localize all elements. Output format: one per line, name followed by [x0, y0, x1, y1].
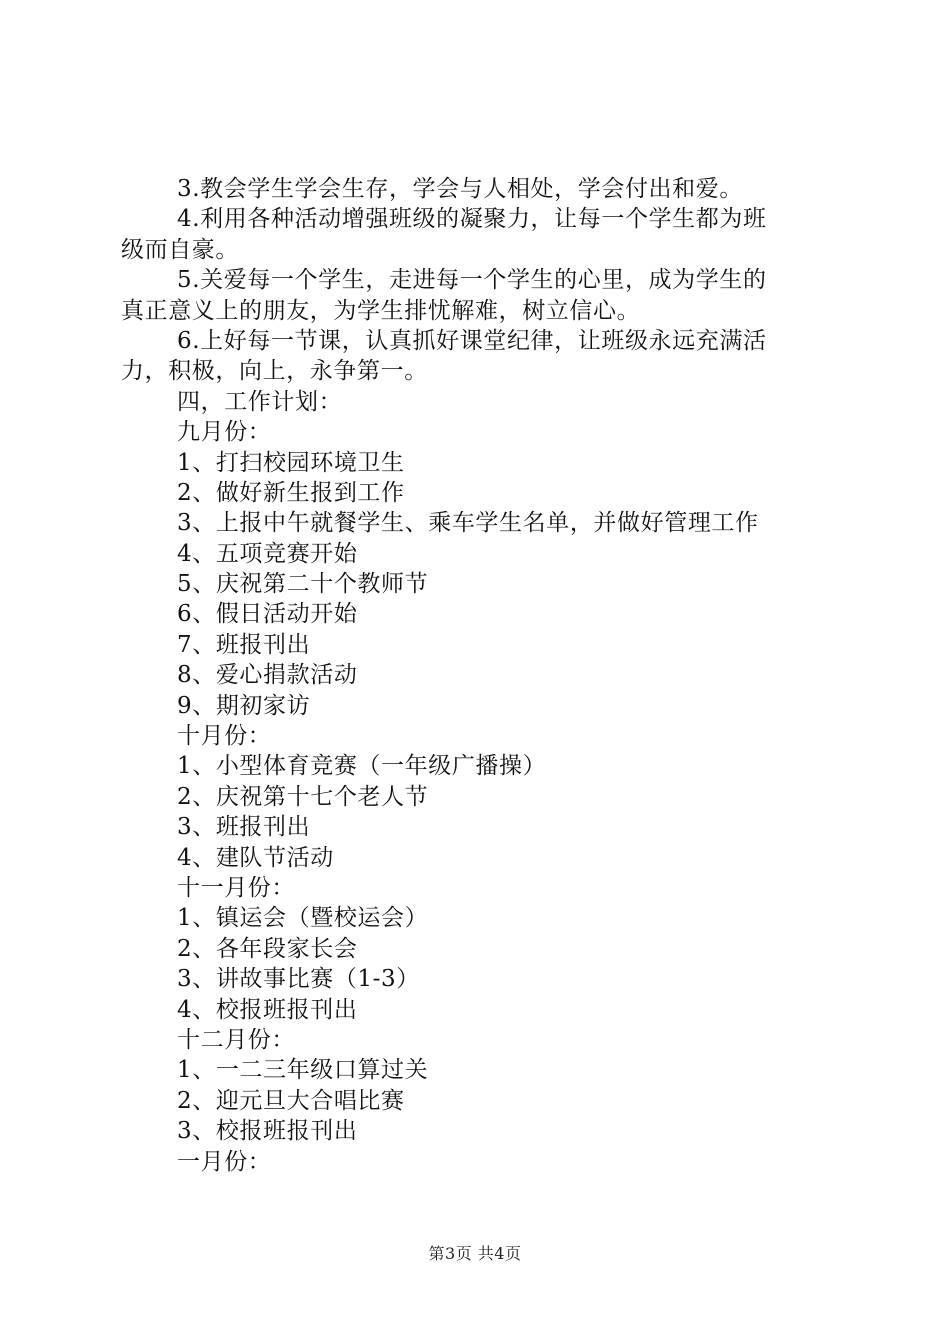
- list-item: 5、庆祝第二十个教师节: [177, 571, 429, 598]
- section-heading: 四，工作计划：: [177, 388, 343, 415]
- list-item: 2、各年段家长会: [177, 935, 358, 962]
- list-item: 4、五项竞赛开始: [177, 540, 358, 567]
- month-title: 一月份：: [177, 1148, 272, 1175]
- list-item: 3、上报中午就餐学生、乘车学生名单，并做好管理工作: [177, 510, 759, 537]
- list-item: 1、小型体育竞赛（一年级广播操）: [177, 753, 547, 780]
- list-item: 2、迎元旦大合唱比赛: [177, 1087, 405, 1114]
- list-item: 2、庆祝第十七个老人节: [177, 783, 429, 810]
- page-footer: 第3页 共4页: [428, 1244, 522, 1263]
- list-item: 4、建队节活动: [177, 844, 334, 871]
- list-item: 8、爱心捐款活动: [177, 662, 358, 689]
- list-item: 7、班报刊出: [177, 631, 311, 658]
- list-item: 3、班报刊出: [177, 814, 311, 841]
- list-item: 6、假日活动开始: [177, 601, 358, 628]
- list-item: 3、校报班报刊出: [177, 1118, 358, 1145]
- paragraph-6-line-1: 6.上好每一节课，认真抓好课堂纪律，让班级永远充满活: [177, 327, 767, 354]
- month-title: 十二月份：: [177, 1026, 295, 1053]
- month-title: 十一月份：: [177, 874, 295, 901]
- paragraph-5-line-1: 5.关爱每一个学生，走进每一个学生的心里，成为学生的: [177, 267, 767, 294]
- document-body: [121, 174, 833, 1177]
- list-item: 2、做好新生报到工作: [177, 479, 405, 506]
- list-item: 1、打扫校园环境卫生: [177, 449, 405, 476]
- list-item: 4、校报班报刊出: [177, 996, 358, 1023]
- paragraph-4-line-1: 4.利用各种活动增强班级的凝聚力，让每一个学生都为班: [177, 206, 767, 233]
- list-item: 1、一二三年级口算过关: [177, 1057, 429, 1084]
- paragraph-6-line-2: 力，积极，向上，永争第一。: [121, 358, 428, 385]
- paragraph-5-line-2: 真正意义上的朋友，为学生排忧解难，树立信心。: [121, 297, 641, 324]
- list-item: 3、讲故事比赛（1-3）: [177, 966, 420, 993]
- month-title: 十月份：: [177, 723, 272, 750]
- paragraph-4-line-2: 级而自豪。: [121, 236, 239, 263]
- paragraph-3-line-1: 3.教会学生学会生存，学会与人相处，学会付出和爱。: [177, 176, 743, 202]
- month-title: 九月份：: [177, 419, 272, 446]
- list-item: 1、镇运会（暨校运会）: [177, 905, 429, 932]
- list-item: 9、期初家访: [177, 692, 311, 719]
